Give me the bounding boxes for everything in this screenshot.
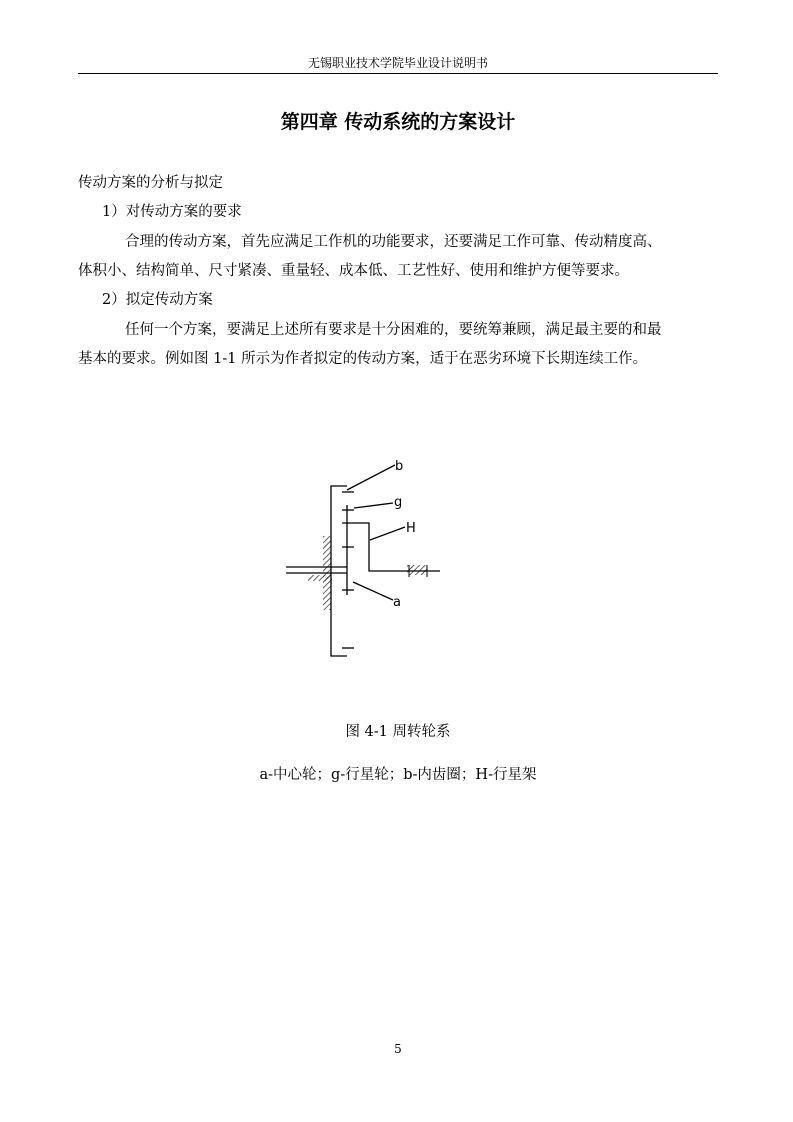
- leader-h: [370, 527, 405, 540]
- item1-heading: 1）对传动方案的要求: [102, 204, 242, 220]
- epicyclic-gear-diagram: [270, 450, 470, 670]
- fixed-support-shaft: [308, 575, 332, 581]
- fixed-support-carrier: [407, 565, 427, 575]
- planet-carrier-h: [342, 523, 440, 571]
- header-divider: [78, 73, 718, 74]
- item1-text-line2: 体积小、结构简单、尺寸紧凑、重量轻、成本低、工艺性好、使用和维护方便等要求。: [78, 263, 629, 279]
- ring-gear-b: [331, 486, 347, 656]
- section-heading: 传动方案的分析与拟定: [78, 175, 223, 191]
- figure-caption: 图 4-1 周转轮系: [345, 724, 451, 740]
- page-header: 无锡职业技术学院毕业设计说明书: [307, 56, 488, 70]
- label-h: H: [406, 521, 416, 536]
- leader-b: [347, 465, 395, 490]
- item2-text-line2: 基本的要求。例如图 1-1 所示为作者拟定的传动方案，适于在恶劣环境下长期连续工作。: [78, 351, 648, 367]
- leader-g: [354, 503, 393, 508]
- leader-a: [353, 582, 393, 600]
- label-g: g: [394, 495, 403, 510]
- chapter-title: 第四章 传动系统的方案设计: [280, 111, 516, 133]
- item2-text-line1: 任何一个方案，要满足上述所有要求是十分困难的，要统筹兼顾，满足最主要的和最: [125, 322, 662, 338]
- label-a: a: [393, 595, 401, 610]
- item2-heading: 2）拟定传动方案: [102, 292, 213, 308]
- fixed-support-ring: [323, 536, 331, 610]
- item1-text-line1: 合理的传动方案，首先应满足工作机的功能要求，还要满足工作可靠、传动精度高、: [125, 234, 662, 250]
- figure-legend: a-中心轮；g-行星轮；b-内齿圈；H-行星架: [259, 767, 537, 783]
- label-b: b: [395, 459, 404, 474]
- page-number: 5: [394, 1042, 402, 1056]
